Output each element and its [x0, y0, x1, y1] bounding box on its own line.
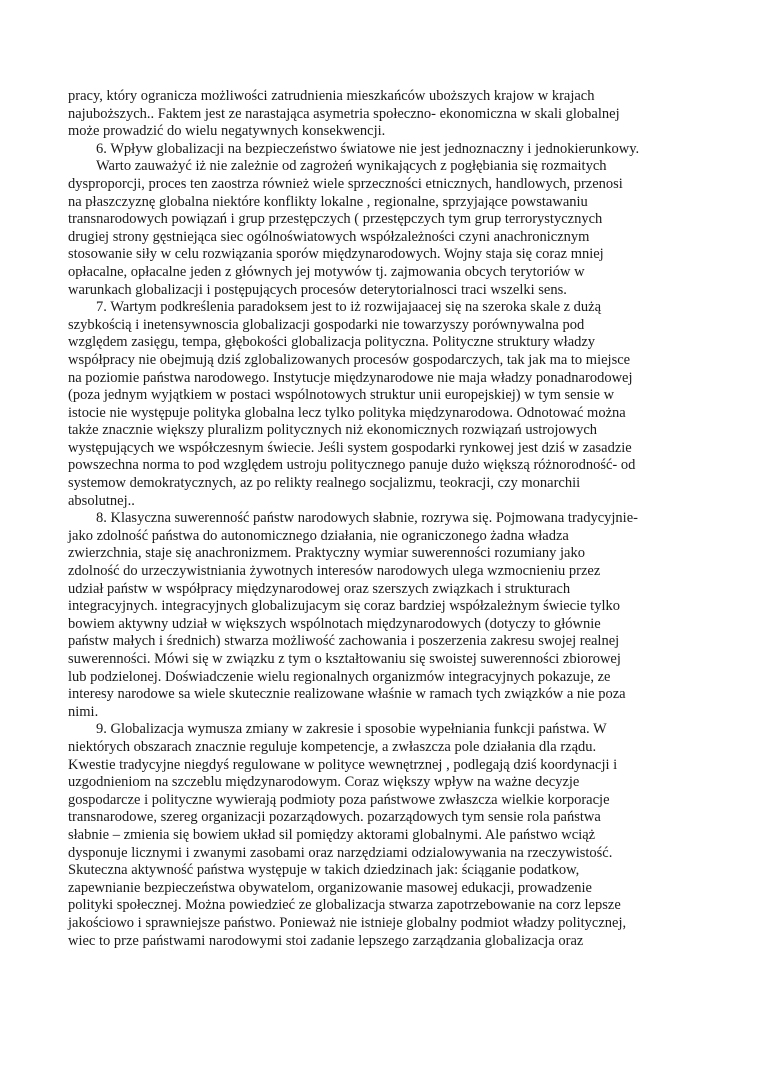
text-line: występujących we współczesnym świecie. Jeśli system gospodarki rynkowej jest dziś w zasadzie — [68, 439, 632, 456]
text-line: słabnie – zmienia się bowiem układ sil pomiędzy aktorami globalnymi. Ale państwo wciąż — [68, 826, 596, 843]
text-line: może prowadzić do wielu negatywnych konsekwencji. — [68, 123, 386, 140]
text-line: interesy narodowe sa wiele skutecznie realizowane właśnie w ramach tych związków a nie poza — [68, 686, 626, 703]
text-line: integracyjnych. integracyjnych globalizujacym się coraz bardziej współzależnym świecie tylko — [68, 598, 620, 615]
text-line: polityki społecznej. Można powiedzieć ze globalizacja stwarza zapotrzebowanie na corz lepsze — [68, 897, 621, 914]
text-line: 7. Wartym podkreślenia paradoksem jest to iż rozwijajaacej się na szeroka skale z dużą — [96, 299, 602, 316]
text-line: wiec to prze państwami narodowymi stoi zadanie lepszego zarządzania globalizacja oraz — [68, 932, 584, 949]
text-line: bowiem aktywny udział w większych wspólnotach międzynarodowych (dotyczy to głównie — [68, 615, 601, 632]
text-line: niektórych obszarach znacznie reguluje kompetencje, a zwłaszcza pole działania dla rządu. — [68, 738, 597, 755]
text-line: współpracy nie obejmują dziś zglobalizowanych procesów gospodarczych, tak jak ma to miejsce — [68, 351, 631, 368]
document-page — [68, 88, 702, 950]
text-line: (poza jednym wyjątkiem w postaci wspólnotowych struktur unii europejskiej) w tym sensie w — [68, 387, 615, 404]
text-line: 9. Globalizacja wymusza zmiany w zakresie i sposobie wypełniania funkcji państwa. W — [96, 721, 607, 738]
text-line: istocie nie występuje polityka globalna lecz tylko polityka międzynarodowa. Odnotować można — [68, 404, 626, 421]
text-line: warunkach globalizacji i postępujących procesów deterytorialnosci traci wszelki sens. — [68, 281, 567, 298]
text-line: zdolność do urzeczywistniania żywotnych interesów narodowych ulega wzmocnieniu przez — [68, 563, 601, 580]
text-line: pracy, który ogranicza możliwości zatrudnienia mieszkańców uboższych krajow w krajach — [68, 88, 595, 104]
text-line: uzgodnieniom na szczeblu międzynarodowym. Coraz większy wpływ na ważne decyzje — [68, 774, 580, 791]
text-line: nimi. — [68, 703, 99, 720]
text-line: opłacalne, opłacalne jeden z głównych jej motywów tj. zajmowania obcych terytoriów w — [68, 263, 585, 280]
text-line: państw małych i średnich) stwarza możliwość zachowania i poszerzenia zakresu swojej realnej — [68, 633, 620, 650]
text-line: jakościowo i sprawniejsze państwo. Ponieważ nie istnieje globalny podmiot władzy politycznej, — [68, 914, 627, 931]
text-line: stosowanie siły w celu rozwiązania sporów międzynarodowych. Wojny staja się coraz mniej — [68, 246, 604, 263]
text-line: jako zdolność państwa do autonomicznego działania, nie ograniczonego żadna władza — [68, 527, 569, 544]
text-line: na płaszczyznę globalna niektóre konflikty lokalne , regionalne, sprzyjające powstawaniu — [68, 193, 588, 210]
text-line: Warto zauważyć iż nie zależnie od zagrożeń wynikających z pogłębiania się rozmaitych — [96, 158, 607, 175]
text-line: lub podzielonej. Doświadczenie wielu regionalnych organizmów integracyjnych pokazuje, ze — [68, 668, 611, 685]
text-line: Kwestie tradycyjne niegdyś regulowane w polityce wewnętrznej , podlegają dziś koordynacji i — [68, 756, 618, 773]
text-line: zapewnianie bezpieczeństwa obywatelom, organizowanie masowej edukacji, prowadzenie — [68, 879, 592, 896]
text-line: suwerenności. Mówi się w związku z tym o kształtowaniu się swoistej suwerenności zbiorowej — [68, 651, 621, 667]
text-line: zwierzchnia, staje się anachronizmem. Praktyczny wymiar suwerenności rozumiany jako — [68, 545, 585, 562]
text-line: systemow demokratycznych, az po relikty realnego socjalizmu, teokracji, czy monarchii — [68, 475, 581, 492]
text-line: 6. Wpływ globalizacji na bezpieczeństwo światowe nie jest jednoznaczny i jednokierunkowy. — [96, 140, 640, 157]
text-line: Skuteczna aktywność państwa występuje w takich dziedzinach jak: ściąganie podatkow, — [68, 862, 580, 879]
text-line: szybkością i inetensywnoscia globalizacji gospodarki nie towarzyszy porównywalna pod — [68, 316, 585, 333]
text-line: względem zasięgu, tempa, głębokości globalizacja polityczna. Polityczne struktury władzy — [68, 334, 596, 351]
text-line: także znacznie większy pluralizm politycznych niż ekonomicznych rozwiązań ustrojowych — [68, 422, 598, 439]
text-line: gospodarcze i polityczne wywierają podmioty poza państwowe zwłaszcza wielkie korporacje — [68, 791, 610, 808]
text-line: powszechna norma to pod względem ustroju politycznego panuje dużo większą różnorodność- od — [68, 457, 636, 474]
text-line: dysponuje licznymi i zwanymi zasobami oraz narzędziami odzialowywania na rzeczywistość. — [68, 844, 613, 861]
text-line: drugiej strony gęstniejąca siec ogólnoświatowych współzależności czyni anachronicznym — [68, 228, 590, 245]
text-line: transnarodowych powiązań i grup przestępczych ( przestępczych tym grup terrorystycznych — [68, 211, 603, 228]
text-line: na poziomie państwa narodowego. Instytucje międzynarodowe nie maja władzy ponadnarodowej — [68, 369, 633, 386]
text-line: udział państw w współpracy międzynarodowej oraz szerszych związkach i strukturach — [68, 580, 571, 597]
text-line: 8. Klasyczna suwerenność państw narodowych słabnie, rozrywa się. Pojmowana tradycyjnie- — [96, 510, 638, 527]
text-line: absolutnej.. — [68, 492, 135, 509]
text-line: transnarodowe, szereg organizacji pozarządowych. pozarządowych tym sensie rola państwa — [68, 809, 601, 826]
text-line: najuboższych.. Faktem jest ze narastająca asymetria społeczno- ekonomiczna w skali globalnej — [68, 105, 620, 122]
text-line: dysproporcji, proces ten zaostrza również wiele sprzeczności etnicznych, handlowych, przenosi — [68, 175, 623, 192]
